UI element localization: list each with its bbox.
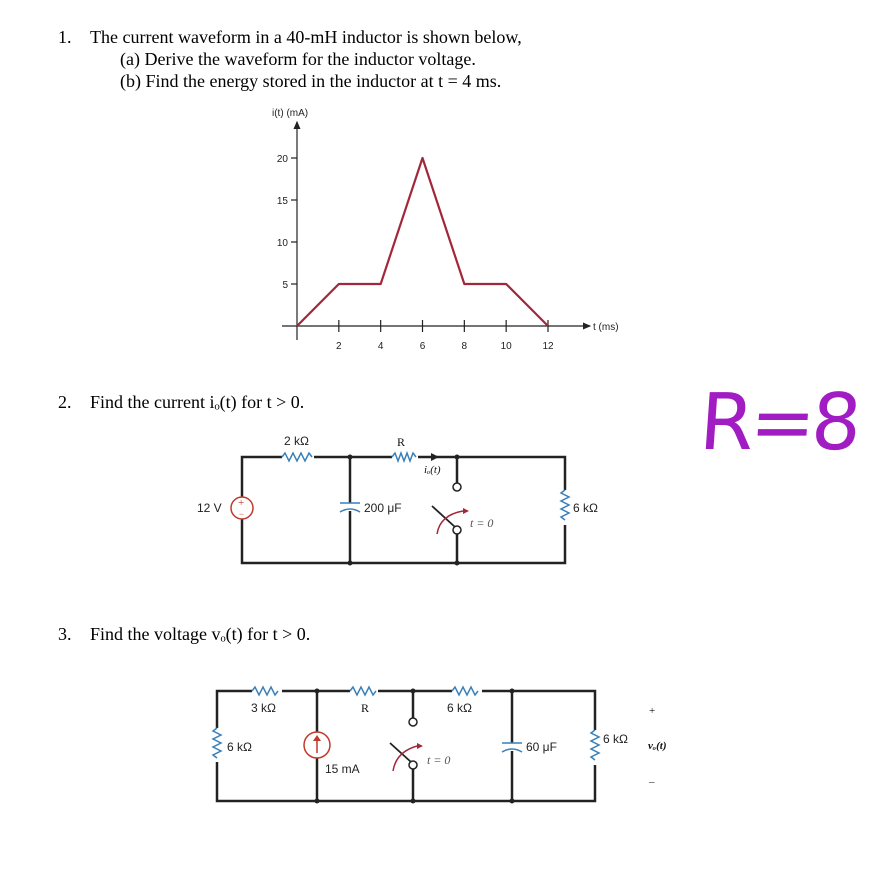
current-source-label: 15 mA bbox=[325, 762, 360, 776]
x-tick-label: 12 bbox=[542, 341, 554, 352]
svg-text:−: − bbox=[239, 509, 245, 519]
resistor-6k-right bbox=[591, 730, 599, 760]
capacitor-label: 60 μF bbox=[526, 740, 557, 754]
vo-plus: + bbox=[649, 705, 656, 717]
resistor-6k-left-label: 6 kΩ bbox=[227, 740, 252, 754]
question-text: Find the current iₒ(t) for t > 0. bbox=[90, 392, 305, 412]
y-axis-label: i(t) (mA) bbox=[272, 108, 309, 119]
capacitor-label: 200 μF bbox=[364, 501, 402, 515]
question-text: Find the voltage vₒ(t) for t > 0. bbox=[90, 624, 311, 644]
handwritten-annotation: R=8 bbox=[696, 378, 861, 468]
current-label: iₒ(t) bbox=[424, 464, 441, 476]
resistor-r-label: R bbox=[361, 701, 370, 715]
resistor-6k-label: 6 kΩ bbox=[573, 501, 598, 515]
capacitor-60uF bbox=[502, 743, 522, 752]
resistor-3k-label: 3 kΩ bbox=[251, 701, 276, 715]
y-tick-label: 10 bbox=[276, 238, 288, 249]
switch-label: t = 0 bbox=[470, 516, 494, 530]
x-tick-label: 10 bbox=[500, 341, 512, 352]
x-axis-label: t (ms) bbox=[593, 322, 619, 333]
y-tick-label: 20 bbox=[276, 154, 288, 165]
question-1-part-b: (b) Find the energy stored in the inductor at t = 4 ms. bbox=[120, 71, 502, 91]
x-tick-label: 6 bbox=[419, 341, 426, 352]
switch-label: t = 0 bbox=[427, 753, 451, 767]
resistor-r bbox=[350, 687, 376, 695]
question-number: 1. bbox=[58, 27, 72, 47]
resistor-6k-top-label: 6 kΩ bbox=[447, 701, 472, 715]
y-tick-label: 5 bbox=[282, 280, 288, 291]
vo-label: vₒ(t) bbox=[648, 740, 667, 752]
y-tick-label: 15 bbox=[276, 196, 288, 207]
x-tick-label: 4 bbox=[377, 341, 384, 352]
resistor-6k-left bbox=[213, 728, 221, 758]
question-1-part-a: (a) Derive the waveform for the inductor voltage. bbox=[120, 49, 476, 69]
source-label: 12 V bbox=[197, 501, 222, 515]
question-text: The current waveform in a 40-mH inductor is shown below, bbox=[90, 27, 522, 47]
question-number: 3. bbox=[58, 624, 72, 644]
vo-minus: – bbox=[649, 776, 655, 788]
svg-text:+: + bbox=[238, 497, 245, 509]
question-number: 2. bbox=[58, 392, 72, 412]
x-tick-label: 8 bbox=[461, 341, 468, 352]
resistor-6k-top bbox=[452, 687, 478, 695]
resistor-6k-right-label: 6 kΩ bbox=[603, 732, 628, 746]
x-tick-label: 2 bbox=[336, 341, 342, 352]
switch bbox=[390, 718, 423, 771]
resistor-3k bbox=[252, 687, 278, 695]
current-source bbox=[304, 732, 330, 758]
resistor-2k-label: 2 kΩ bbox=[284, 434, 309, 448]
resistor-r-label: R bbox=[397, 435, 406, 449]
